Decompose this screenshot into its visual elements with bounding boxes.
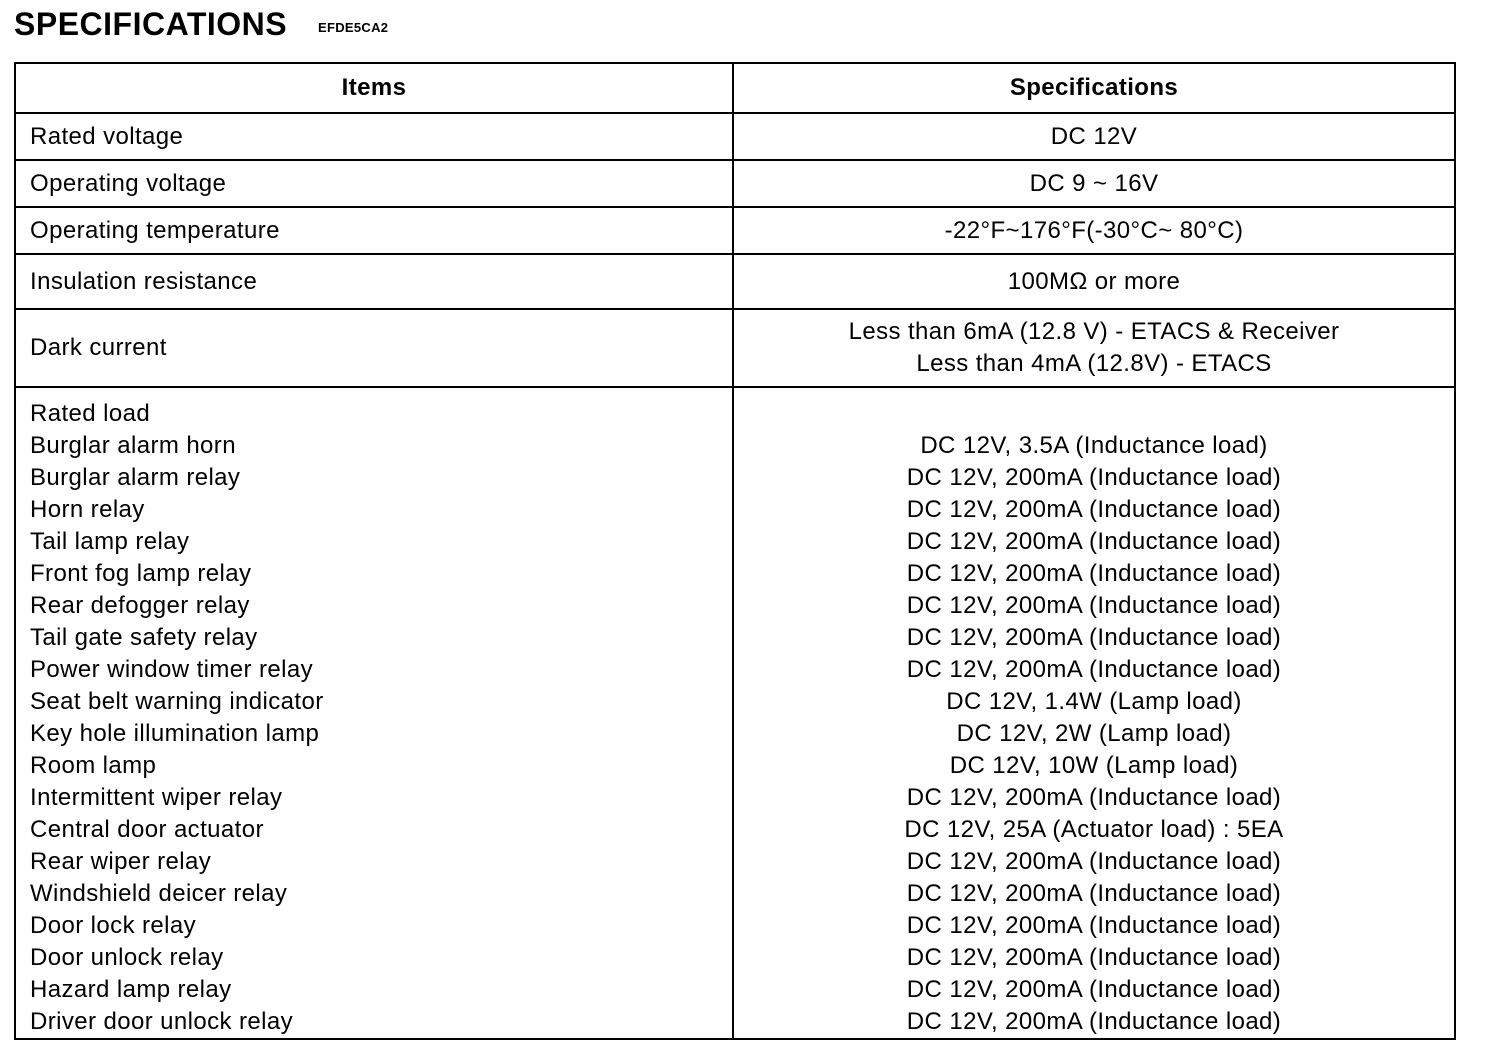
load-item: Seat belt warning indicator bbox=[30, 688, 324, 715]
dark-current-row bbox=[15, 309, 1455, 387]
table-row bbox=[15, 160, 1455, 207]
load-item: Burglar alarm horn bbox=[30, 432, 236, 459]
dark-current-spec-line: Less than 4mA (12.8V) - ETACS bbox=[916, 350, 1272, 377]
item-cell: Rated voltage bbox=[15, 113, 733, 160]
load-spec: DC 12V, 200mA (Inductance load) bbox=[906, 912, 1282, 939]
spec-cell: DC 12V bbox=[733, 113, 1455, 160]
specifications-column-header: Specifications bbox=[733, 63, 1455, 113]
load-item: Driver door unlock relay bbox=[30, 1008, 294, 1035]
load-spec: DC 12V, 200mA (Inductance load) bbox=[906, 944, 1282, 971]
load-spec: DC 12V, 25A (Actuator load) : 5EA bbox=[904, 816, 1284, 843]
load-item: Key hole illumination lamp bbox=[30, 720, 320, 747]
table-row bbox=[15, 207, 1455, 254]
load-item: Door lock relay bbox=[30, 912, 197, 939]
load-spec: DC 12V, 200mA (Inductance load) bbox=[906, 496, 1282, 523]
load-item: Horn relay bbox=[30, 496, 145, 523]
load-spec: DC 12V, 1.4W (Lamp load) bbox=[946, 688, 1242, 715]
load-item: Room lamp bbox=[30, 752, 157, 779]
load-spec: DC 12V, 200mA (Inductance load) bbox=[906, 784, 1282, 811]
document-code: EFDE5CA2 bbox=[318, 20, 389, 35]
specifications-table bbox=[14, 62, 1456, 1040]
spec-cell: 100MΩ or more bbox=[733, 254, 1455, 309]
table-row bbox=[15, 254, 1455, 309]
load-item: Hazard lamp relay bbox=[30, 976, 232, 1003]
spec-cell: -22°F~176°F(-30°C~ 80°C) bbox=[733, 207, 1455, 254]
load-item: Rear wiper relay bbox=[30, 848, 212, 875]
load-spec: DC 12V, 2W (Lamp load) bbox=[956, 720, 1232, 747]
load-item: Intermittent wiper relay bbox=[30, 784, 283, 811]
load-item: Burglar alarm relay bbox=[30, 464, 241, 491]
load-item: Door unlock relay bbox=[30, 944, 224, 971]
load-spec: DC 12V, 200mA (Inductance load) bbox=[906, 848, 1282, 875]
rated-load-row bbox=[15, 387, 1455, 1039]
load-item: Central door actuator bbox=[30, 816, 264, 843]
load-item: Front fog lamp relay bbox=[30, 560, 252, 587]
load-spec: DC 12V, 200mA (Inductance load) bbox=[906, 624, 1282, 651]
load-spec: DC 12V, 200mA (Inductance load) bbox=[906, 880, 1282, 907]
item-cell: Operating voltage bbox=[15, 160, 733, 207]
load-spec: DC 12V, 10W (Lamp load) bbox=[949, 752, 1239, 779]
page-title: SPECIFICATIONS bbox=[14, 6, 288, 42]
item-cell: Operating temperature bbox=[15, 207, 733, 254]
rated-load-heading: Rated load bbox=[30, 400, 151, 427]
load-spec: DC 12V, 200mA (Inductance load) bbox=[906, 1008, 1282, 1035]
items-column-header: Items bbox=[15, 63, 733, 113]
load-item: Windshield deicer relay bbox=[30, 880, 288, 907]
table-header-row bbox=[15, 63, 1455, 113]
load-item: Tail gate safety relay bbox=[30, 624, 258, 651]
load-item: Rear defogger relay bbox=[30, 592, 250, 619]
load-item: Tail lamp relay bbox=[30, 528, 190, 555]
load-spec: DC 12V, 200mA (Inductance load) bbox=[906, 592, 1282, 619]
load-spec: DC 12V, 3.5A (Inductance load) bbox=[920, 432, 1268, 459]
load-spec: DC 12V, 200mA (Inductance load) bbox=[906, 560, 1282, 587]
item-cell: Insulation resistance bbox=[15, 254, 733, 309]
load-spec: DC 12V, 200mA (Inductance load) bbox=[906, 656, 1282, 683]
load-spec: DC 12V, 200mA (Inductance load) bbox=[906, 976, 1282, 1003]
rated-load-specs-cell bbox=[733, 387, 1455, 1039]
dark-current-spec-line: Less than 6mA (12.8 V) - ETACS & Receiver bbox=[848, 318, 1340, 345]
rated-load-items-cell bbox=[15, 387, 733, 1039]
load-spec-spacer bbox=[734, 398, 1454, 430]
spec-cell bbox=[733, 309, 1455, 387]
load-spec: DC 12V, 200mA (Inductance load) bbox=[906, 464, 1282, 491]
spec-cell: DC 9 ~ 16V bbox=[733, 160, 1455, 207]
item-cell: Dark current bbox=[15, 309, 733, 387]
table-row bbox=[15, 113, 1455, 160]
load-item: Power window timer relay bbox=[30, 656, 314, 683]
load-spec: DC 12V, 200mA (Inductance load) bbox=[906, 528, 1282, 555]
